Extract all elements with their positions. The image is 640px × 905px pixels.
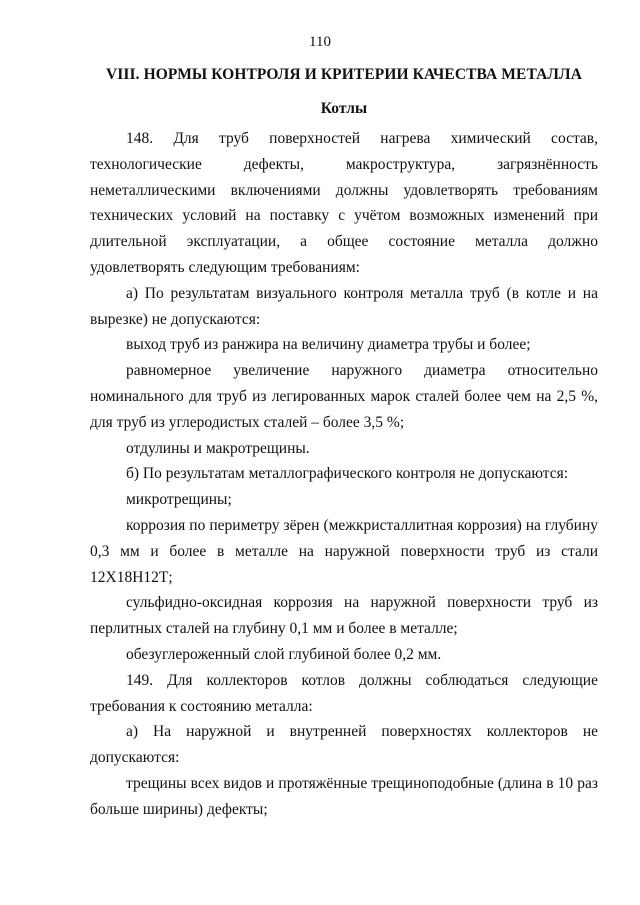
list-item-sulfide-oxide-corrosion: сульфидно-оксидная коррозия на наружной поверхности труб из перлитных сталей на глубину 0,1 мм и более в металле; bbox=[90, 594, 598, 638]
paragraph-149: 149. Для коллекторов котлов должны соблюдаться следующие требования к состоянию металла: bbox=[90, 671, 598, 715]
paragraph-148a: а) По результатам визуального контроля металла труб (в котле и на вырезке) не допускаются: bbox=[90, 284, 598, 328]
paragraph-148: 148. Для труб поверхностей нагрева химический состав, технологические дефекты, макроструктура, загрязнённость неметаллическими включениями должны удовлетворять требованиям технических условий на поставку с учётом возможных изменений при длительной эксплуатации, а общее состояние металла должно удовлетворять следующим требованиям: bbox=[90, 130, 598, 276]
list-item-intergranular-corrosion: коррозия по периметру зёрен (межкристаллитная коррозия) на глубину 0,3 мм и более в металле на наружной поверхности труб из стали 12Х18Н12Т; bbox=[90, 516, 598, 586]
body-text bbox=[90, 126, 598, 823]
list-item-cracks: трещины всех видов и протяжённые трещиноподобные (длина в 10 раз больше ширины) дефекты; bbox=[90, 774, 598, 818]
list-item-bulges: отдулины и макротрещины. bbox=[126, 439, 310, 457]
section-title: VIII. НОРМЫ КОНТРОЛЯ И КРИТЕРИИ КАЧЕСТВА МЕТАЛЛА bbox=[105, 66, 583, 83]
list-item-range: выход труб из ранжира на величину диаметра трубы и более; bbox=[126, 336, 531, 354]
subsection-title: Котлы bbox=[320, 100, 368, 117]
paragraph-148b: б) По результатам металлографического контроля не допускаются: bbox=[126, 465, 569, 483]
paragraph-149a: а) На наружной и внутренней поверхностях коллекторов не допускаются: bbox=[90, 723, 598, 767]
page-number: 110 bbox=[309, 34, 331, 50]
list-item-microcracks: микротрещины; bbox=[126, 491, 232, 509]
list-item-decarburized-layer: обезуглероженный слой глубиной более 0,2 мм. bbox=[126, 645, 442, 663]
list-item-diameter: равномерное увеличение наружного диаметра относительно номинального для труб из легированных марок сталей более чем на 2,5 %, для труб из углеродистых сталей – более 3,5 %; bbox=[90, 362, 598, 431]
